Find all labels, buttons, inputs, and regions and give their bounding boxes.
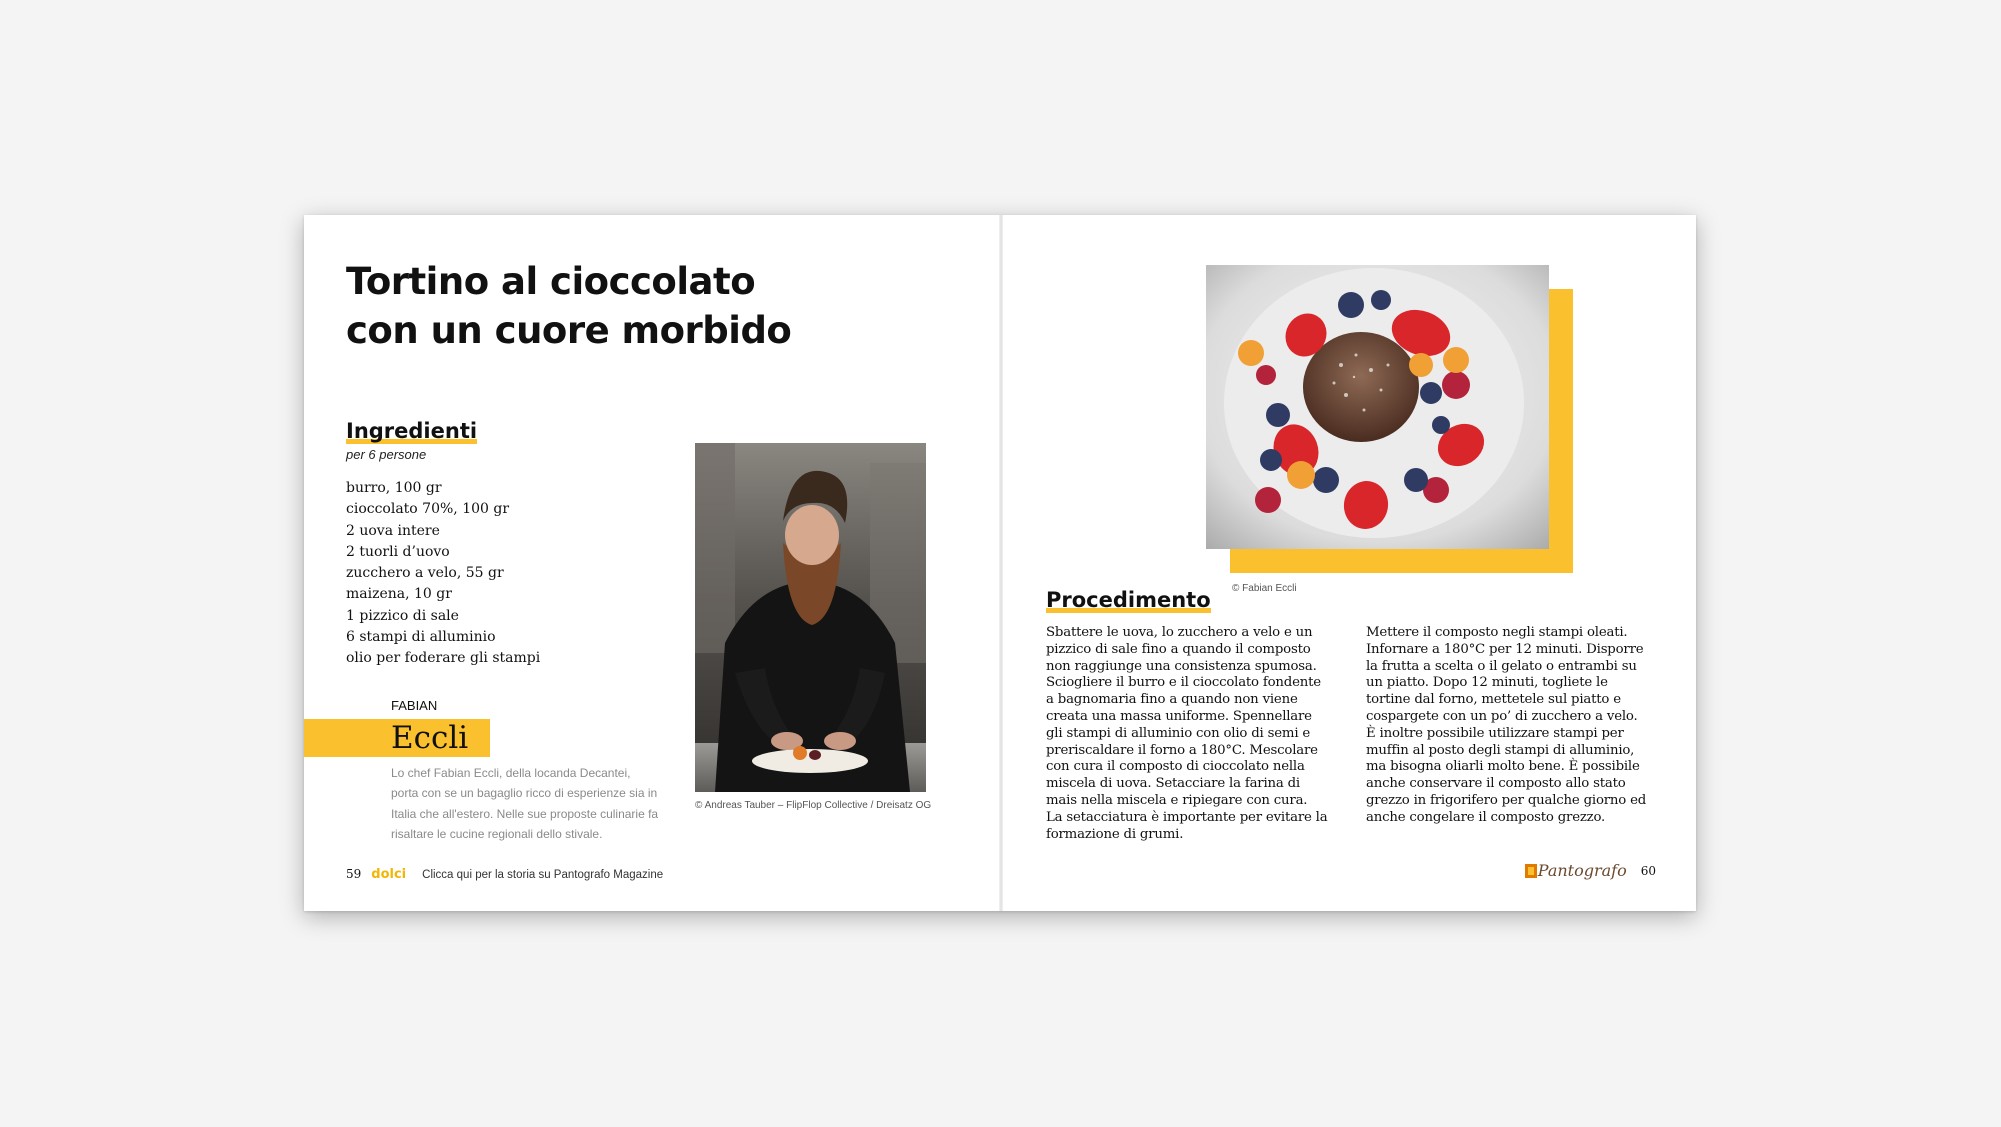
right-footer	[1525, 861, 1656, 880]
procedure-column-1	[1046, 625, 1330, 843]
chef-photo-credit: © Andreas Tauber – FlipFlop Collective / Dreisatz OG	[695, 800, 932, 811]
ingredients-heading-text: Ingredienti	[346, 419, 478, 443]
ingredient-item: 2 tuorli d’uovo	[346, 543, 450, 560]
chef-photo-illustration	[695, 443, 926, 792]
ingredient-item: olio per foderare gli stampi	[346, 650, 541, 667]
pantografo-logo-text: Pantografo	[1537, 861, 1627, 880]
ingredient-item: 2 uova intere	[346, 522, 440, 539]
chef-last-name: Eccli	[391, 720, 469, 756]
chef-first-name: FABIAN	[391, 698, 438, 713]
page-number-left: 59	[346, 867, 362, 881]
procedure-paragraph: Sbattere le uova, lo zucchero a velo e un pizzico di sale fino a quando il composto non raggiunge una consistenza spumosa. Sciogliere il burro e il cioccolato fondente a bagnomaria fino a quando non viene creata una massa uniforme. Spennellare gli stampi di alluminio con olio di semi e preriscaldare il forno a 180°C. Mescolare con cura il composto di cioccolato nella miscela di uova. Setacciare la farina di mais nella miscela e ripiegare con cura.	[1046, 625, 1321, 808]
ingredients-list	[346, 478, 646, 670]
procedure-paragraph: È inoltre possibile utilizzare stampi per muffin al posto degli stampi di alluminio, ma bisogna oliarli molto bene. È possibile anche conservare il composto allo stato grezzo in frigorifero per qualche giorno ed anche congelare il composto grezzo.	[1366, 725, 1647, 825]
right-page	[1001, 215, 1696, 911]
chef-bio: Lo chef Fabian Eccli, della locanda Decantei, porta con se un bagaglio ricco di esperienze sia in Italia che all'estero. Nelle sue proposte culinarie fa risaltare le cucine regionali dello stivale.	[391, 766, 659, 842]
recipe-title	[346, 257, 866, 355]
ingredient-item: burro, 100 gr	[346, 480, 442, 496]
ingredient-item: zucchero a velo, 55 gr	[346, 565, 504, 582]
ingredient-item: cioccolato 70%, 100 gr	[346, 501, 510, 518]
recipe-title-line-1: Tortino al cioccolato	[346, 260, 756, 303]
recipe-title-line-2: con un cuore morbido	[346, 309, 792, 352]
ingredient-item: maizena, 10 gr	[346, 586, 452, 603]
chef-photo	[695, 443, 926, 792]
procedure-paragraph: Mettere il composto negli stampi oleati. Infornare a 180°C per 12 minuti. Disporre la frutta a scelta o il gelato o entrambi su un piatto. Dopo 12 minuti, togliete le tortine dal forno, mettetele sul piatto e cospargete con un po’ di zucchero a velo.	[1366, 625, 1644, 724]
pantografo-logo-mark-icon	[1525, 864, 1537, 878]
ingredient-item: 1 pizzico di sale	[346, 607, 459, 624]
procedure-heading-text: Procedimento	[1046, 588, 1211, 612]
page-number-right: 60	[1640, 863, 1656, 878]
procedure-paragraph: La setacciatura è importante per evitare la formazione di grumi.	[1046, 809, 1328, 842]
ingredients-heading	[346, 418, 477, 444]
dessert-photo	[1206, 265, 1549, 549]
magazine-spread	[304, 215, 1696, 911]
dessert-photo-illustration	[1206, 265, 1549, 549]
pantografo-logo[interactable]	[1525, 861, 1627, 880]
ingredient-item: 6 stampi di alluminio	[346, 629, 496, 646]
left-page	[304, 215, 1001, 911]
procedure-heading	[1046, 587, 1211, 613]
serving-size: per 6 persone	[346, 447, 427, 462]
section-label: dolci	[371, 867, 407, 882]
dessert-photo-credit: © Fabian Eccli	[1232, 583, 1297, 594]
left-footer	[346, 867, 663, 882]
story-link[interactable]: Clicca qui per la storia su Pantografo Magazine	[422, 869, 664, 881]
procedure-column-2	[1366, 625, 1650, 827]
